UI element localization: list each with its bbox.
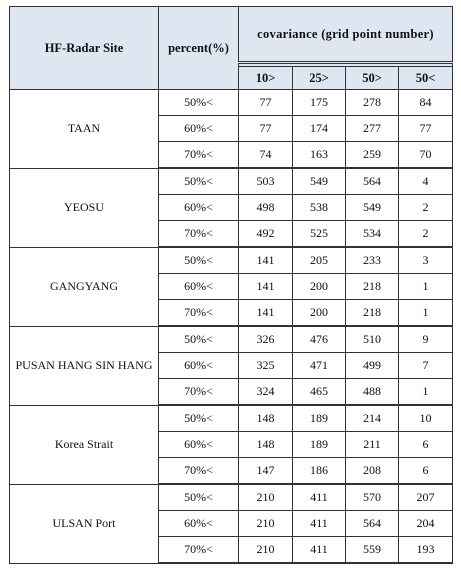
value-cell: 324 xyxy=(239,379,293,406)
value-cell: 492 xyxy=(239,221,293,248)
value-cell: 77 xyxy=(239,116,293,142)
table-body xyxy=(10,90,453,564)
value-cell: 465 xyxy=(293,379,346,406)
value-cell: 175 xyxy=(293,90,346,116)
table-row xyxy=(10,484,453,511)
value-cell: 74 xyxy=(239,142,293,169)
value-cell: 10 xyxy=(399,405,453,432)
value-cell: 214 xyxy=(346,405,399,432)
value-cell: 549 xyxy=(293,168,346,195)
value-cell: 174 xyxy=(293,116,346,142)
value-cell: 2 xyxy=(399,195,453,221)
sub-header-50-less: 50> xyxy=(346,67,399,90)
percent-cell: 70%< xyxy=(159,221,239,248)
percent-cell: 50%< xyxy=(159,405,239,432)
percent-cell: 60%< xyxy=(159,353,239,379)
value-cell: 141 xyxy=(239,300,293,327)
value-cell: 205 xyxy=(293,247,346,274)
percent-column-header: percent(%) xyxy=(159,7,239,90)
value-cell: 148 xyxy=(239,405,293,432)
site-name-cell: YEOSU xyxy=(10,168,159,247)
percent-cell: 60%< xyxy=(159,195,239,221)
value-cell: 570 xyxy=(346,484,399,511)
value-cell: 1 xyxy=(399,274,453,300)
percent-cell: 70%< xyxy=(159,458,239,485)
percent-cell: 60%< xyxy=(159,432,239,458)
value-cell: 9 xyxy=(399,326,453,353)
value-cell: 218 xyxy=(346,300,399,327)
site-name-cell: Korea Strait xyxy=(10,405,159,484)
site-name-cell: PUSAN HANG SIN HANG xyxy=(10,326,159,405)
value-cell: 200 xyxy=(293,274,346,300)
value-cell: 503 xyxy=(239,168,293,195)
value-cell: 6 xyxy=(399,432,453,458)
sub-header-10: 10> xyxy=(239,67,293,90)
value-cell: 148 xyxy=(239,432,293,458)
site-column-header: HF-Radar Site xyxy=(10,7,159,90)
table-row xyxy=(10,168,453,195)
value-cell: 77 xyxy=(399,116,453,142)
value-cell: 210 xyxy=(239,511,293,537)
percent-cell: 50%< xyxy=(159,90,239,116)
value-cell: 534 xyxy=(346,221,399,248)
percent-cell: 50%< xyxy=(159,326,239,353)
site-name-cell: GANGYANG xyxy=(10,247,159,326)
percent-cell: 60%< xyxy=(159,511,239,537)
value-cell: 200 xyxy=(293,300,346,327)
table-row xyxy=(10,326,453,353)
covariance-column-header: covariance (grid point number) xyxy=(239,7,453,63)
value-cell: 498 xyxy=(239,195,293,221)
value-cell: 510 xyxy=(346,326,399,353)
table-row xyxy=(10,90,453,116)
value-cell: 411 xyxy=(293,511,346,537)
value-cell: 411 xyxy=(293,484,346,511)
value-cell: 189 xyxy=(293,405,346,432)
value-cell: 326 xyxy=(239,326,293,353)
value-cell: 2 xyxy=(399,221,453,248)
value-cell: 325 xyxy=(239,353,293,379)
value-cell: 163 xyxy=(293,142,346,169)
value-cell: 4 xyxy=(399,168,453,195)
table-header xyxy=(10,7,453,90)
percent-cell: 70%< xyxy=(159,300,239,327)
value-cell: 471 xyxy=(293,353,346,379)
value-cell: 233 xyxy=(346,247,399,274)
site-name-cell: TAAN xyxy=(10,90,159,169)
value-cell: 218 xyxy=(346,274,399,300)
value-cell: 1 xyxy=(399,300,453,327)
value-cell: 488 xyxy=(346,379,399,406)
value-cell: 476 xyxy=(293,326,346,353)
value-cell: 77 xyxy=(239,90,293,116)
value-cell: 141 xyxy=(239,247,293,274)
value-cell: 559 xyxy=(346,537,399,564)
value-cell: 6 xyxy=(399,458,453,485)
percent-cell: 60%< xyxy=(159,116,239,142)
value-cell: 210 xyxy=(239,484,293,511)
percent-cell: 60%< xyxy=(159,274,239,300)
percent-cell: 50%< xyxy=(159,484,239,511)
value-cell: 259 xyxy=(346,142,399,169)
value-cell: 208 xyxy=(346,458,399,485)
value-cell: 204 xyxy=(399,511,453,537)
value-cell: 210 xyxy=(239,537,293,564)
value-cell: 84 xyxy=(399,90,453,116)
value-cell: 186 xyxy=(293,458,346,485)
table-row xyxy=(10,405,453,432)
value-cell: 549 xyxy=(346,195,399,221)
sub-header-50-more: 50< xyxy=(399,67,453,90)
value-cell: 525 xyxy=(293,221,346,248)
percent-cell: 70%< xyxy=(159,379,239,406)
value-cell: 141 xyxy=(239,274,293,300)
value-cell: 277 xyxy=(346,116,399,142)
percent-cell: 50%< xyxy=(159,168,239,195)
sub-header-25: 25> xyxy=(293,67,346,90)
percent-cell: 50%< xyxy=(159,247,239,274)
value-cell: 193 xyxy=(399,537,453,564)
table-row xyxy=(10,247,453,274)
percent-cell: 70%< xyxy=(159,142,239,169)
value-cell: 7 xyxy=(399,353,453,379)
value-cell: 189 xyxy=(293,432,346,458)
value-cell: 564 xyxy=(346,168,399,195)
site-name-cell: ULSAN Port xyxy=(10,484,159,563)
percent-cell: 70%< xyxy=(159,537,239,564)
value-cell: 70 xyxy=(399,142,453,169)
value-cell: 211 xyxy=(346,432,399,458)
value-cell: 207 xyxy=(399,484,453,511)
value-cell: 499 xyxy=(346,353,399,379)
data-table xyxy=(9,6,453,564)
value-cell: 411 xyxy=(293,537,346,564)
value-cell: 3 xyxy=(399,247,453,274)
value-cell: 538 xyxy=(293,195,346,221)
value-cell: 147 xyxy=(239,458,293,485)
value-cell: 1 xyxy=(399,379,453,406)
value-cell: 564 xyxy=(346,511,399,537)
value-cell: 278 xyxy=(346,90,399,116)
